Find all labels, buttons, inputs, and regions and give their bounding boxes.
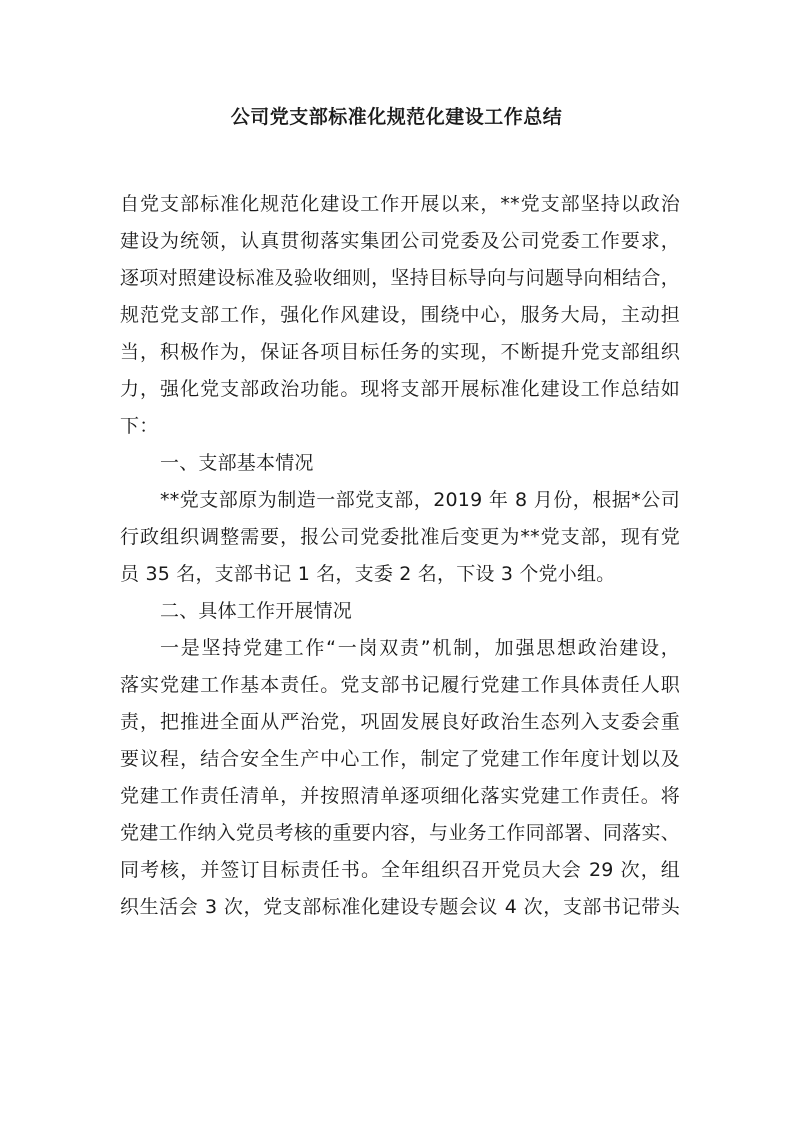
paragraph-line: 员 35 名，支部书记 1 名，支委 2 名，下设 3 个党小组。 xyxy=(120,563,616,585)
paragraph-line: 一是坚持党建工作“一岗双责”机制，加强思想政治建设， xyxy=(160,637,680,659)
paragraph-line: 要议程，结合安全生产中心工作，制定了党建工作年度计划以及 xyxy=(120,748,680,770)
document-body xyxy=(120,186,680,926)
paragraph-line: 下： xyxy=(120,415,159,437)
paragraph-line: 织生活会 3 次，党支部标准化建设专题会议 4 次，支部书记带头 xyxy=(120,896,680,918)
paragraph-line: 规范党支部工作，强化作风建设，围绕中心，服务大局，主动担 xyxy=(120,304,680,326)
section-heading: 二、具体工作开展情况 xyxy=(160,600,353,622)
section-heading: 一、支部基本情况 xyxy=(160,452,314,474)
paragraph-line: 党建工作纳入党员考核的重要内容，与业务工作同部署、同落实、 xyxy=(120,822,680,844)
paragraph-line: 当，积极作为，保证各项目标任务的实现，不断提升党支部组织 xyxy=(120,341,680,363)
paragraph-line: 落实党建工作基本责任。党支部书记履行党建工作具体责任人职 xyxy=(120,674,680,696)
paragraph-line: 行政组织调整需要，报公司党委批准后变更为**党支部，现有党 xyxy=(120,526,680,548)
paragraph-line: 同考核，并签订目标责任书。全年组织召开党员大会 29 次，组 xyxy=(120,859,680,881)
document-title: 公司党支部标准化规范化建设工作总结 xyxy=(230,106,563,128)
paragraph-line: **党支部原为制造一部党支部，2019 年 8 月份，根据*公司 xyxy=(160,489,680,511)
paragraph-line: 建设为统领，认真贯彻落实集团公司党委及公司党委工作要求， xyxy=(120,230,680,252)
paragraph-line: 力，强化党支部政治功能。现将支部开展标准化建设工作总结如 xyxy=(120,378,680,400)
paragraph-line: 责，把推进全面从严治党，巩固发展良好政治生态列入支委会重 xyxy=(120,711,680,733)
paragraph-line: 党建工作责任清单，并按照清单逐项细化落实党建工作责任。将 xyxy=(120,785,680,807)
paragraph-line: 逐项对照建设标准及验收细则，坚持目标导向与问题导向相结合， xyxy=(120,267,680,289)
paragraph-line: 自党支部标准化规范化建设工作开展以来，**党支部坚持以政治 xyxy=(120,193,680,215)
